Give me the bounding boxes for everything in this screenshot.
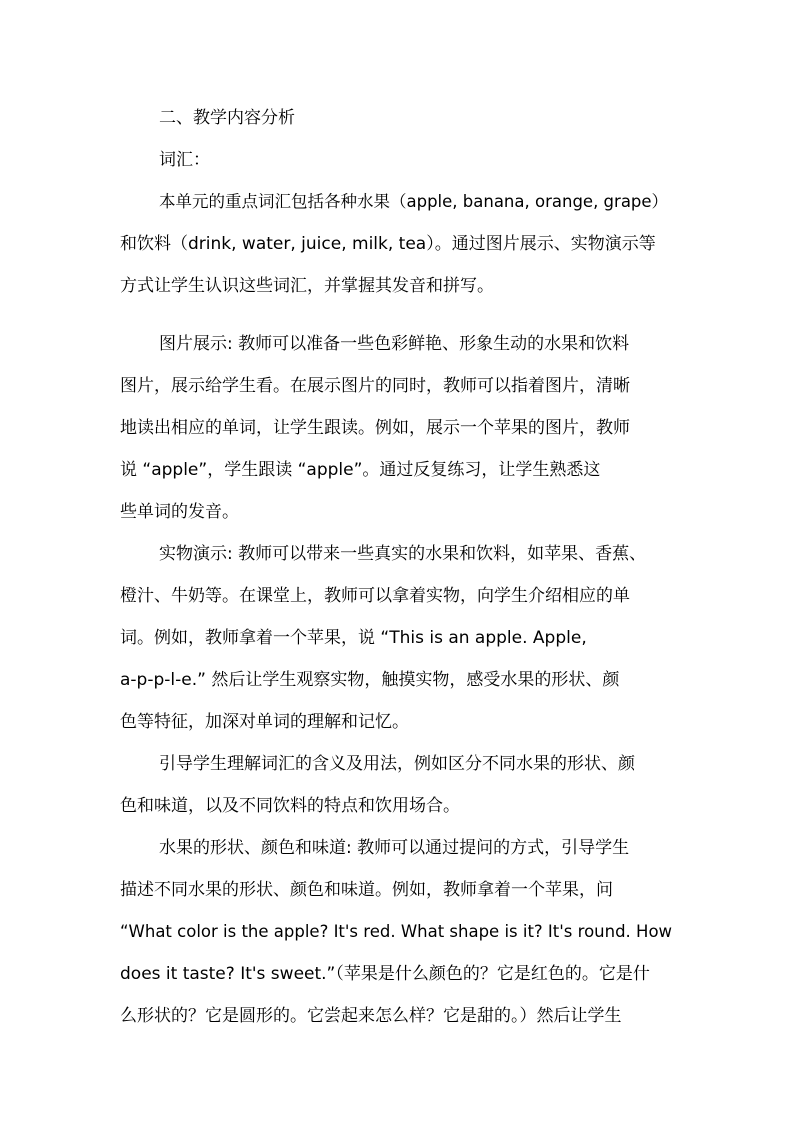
section-title: 二、教学内容分析 — [159, 108, 295, 128]
paragraph-line: 地读出相应的单词，让学生跟读。例如，展示一个苹果的图片，教师 — [120, 418, 630, 438]
paragraph-line: 说 “apple”，学生跟读 “apple”。通过反复练习，让学生熟悉这 — [120, 460, 601, 480]
paragraph-line: “What color is the apple? It's red. What shape is it? It's round. How — [120, 922, 673, 941]
paragraph-line: 图片，展示给学生看。在展示图片的同时，教师可以指着图片，清晰 — [120, 376, 630, 396]
paragraph-line: 色和味道，以及不同饮料的特点和饮用场合。 — [120, 796, 460, 816]
paragraph-line: 方式让学生认识这些词汇，并掌握其发音和拼写。 — [120, 276, 494, 296]
paragraph-line: a-p-p-l-e.” 然后让学生观察实物，触摸实物，感受水果的形状、颜 — [120, 670, 620, 690]
paragraph-line: does it taste? It's sweet.”（苹果是什么颜色的？它是红色的。它是什 — [120, 964, 650, 984]
paragraph-line: 色等特征，加深对单词的理解和记忆。 — [120, 712, 409, 732]
paragraph-line: 水果的形状、颜色和味道: 教师可以通过提问的方式，引导学生 — [159, 838, 630, 858]
paragraph-line: 些单词的发音。 — [120, 502, 239, 522]
paragraph-line: 和饮料（drink, water, juice, milk, tea）。通过图片展示、实物演示等 — [120, 234, 656, 254]
paragraph-line: 图片展示: 教师可以准备一些色彩鲜艳、形象生动的水果和饮料 — [159, 334, 630, 354]
paragraph-line: 描述不同水果的形状、颜色和味道。例如，教师拿着一个苹果，问 — [120, 880, 613, 900]
vocab-heading: 词汇： — [159, 150, 210, 170]
paragraph-line: 橙汁、牛奶等。在课堂上，教师可以拿着实物，向学生介绍相应的单 — [120, 586, 630, 606]
paragraph-line: 词。例如，教师拿着一个苹果，说 “This is an apple. Apple, — [120, 628, 587, 648]
paragraph-line: 本单元的重点词汇包括各种水果（apple, banana, orange, grape） — [159, 192, 669, 211]
paragraph-line: 引导学生理解词汇的含义及用法，例如区分不同水果的形状、颜 — [159, 754, 635, 774]
paragraph-line: 么形状的？它是圆形的。它尝起来怎么样？它是甜的。）然后让学生 — [120, 1006, 622, 1026]
paragraph-line: 实物演示: 教师可以带来一些真实的水果和饮料，如苹果、香蕉、 — [159, 544, 647, 564]
